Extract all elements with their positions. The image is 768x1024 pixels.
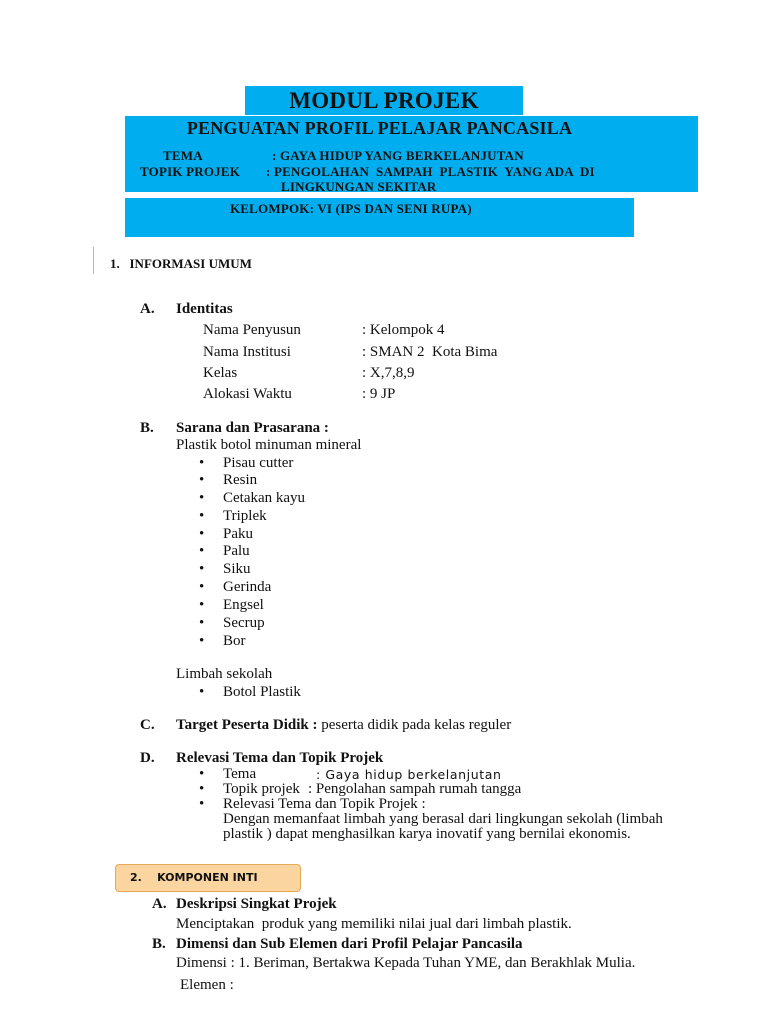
section-1-heading: 1. INFORMASI UMUM: [110, 256, 252, 271]
tema-value-text: : Gaya hidup berkelanjutan: [316, 767, 502, 782]
limbah-label: Limbah sekolah: [176, 666, 273, 682]
document-subtitle: PENGUATAN PROFIL PELAJAR PANCASILA: [186, 118, 573, 138]
relevasi-paragraph-cont: plastik ) dapat menghasilkan karya inovatif yang bernilai ekonomis.: [223, 826, 631, 842]
section2-b-marker: B.: [152, 936, 166, 952]
target-line: [176, 717, 511, 734]
sarana-heading: Sarana dan Prasarana :: [176, 420, 329, 436]
bullet-icon: •: [199, 766, 205, 782]
identitas-label: Nama Institusi: [203, 344, 291, 360]
identitas-label: Kelas: [203, 365, 238, 381]
bullet-icon: •: [199, 633, 205, 649]
deskripsi-text: Menciptakan produk yang memiliki nilai jual dari limbah plastik.: [176, 916, 572, 932]
kelompok-label: KELOMPOK: VI (IPS DAN SENI RUPA): [230, 201, 472, 216]
topik-value-text: : Pengolahan sampah rumah tangga: [308, 781, 522, 797]
tema-label: TEMA: [163, 148, 203, 163]
bullet-icon: •: [199, 615, 205, 631]
section-2-heading: 2. KOMPONEN INTI: [130, 871, 258, 884]
section2-a-marker: A.: [152, 896, 167, 912]
bullet-icon: •: [199, 472, 205, 488]
identitas-label: Nama Penyusun: [203, 322, 301, 338]
topik-label: TOPIK PROJEK: [140, 164, 241, 179]
bullet-icon: •: [199, 781, 205, 797]
bullet-icon: •: [199, 526, 205, 542]
document-title: MODUL PROJEK: [245, 86, 523, 115]
relevasi-heading: Relevasi Tema dan Topik Projek: [176, 750, 384, 766]
identitas-value: : SMAN 2 Kota Bima: [362, 344, 498, 360]
section-a-marker: A.: [140, 301, 155, 317]
section-b-marker: B.: [140, 420, 154, 436]
bullet-icon: •: [199, 508, 205, 524]
relevasi-paragraph: Dengan memanfaat limbah yang berasal dari lingkungan sekolah (limbah: [223, 811, 663, 827]
bullet-icon: •: [199, 579, 205, 595]
dimensi-text: Dimensi : 1. Beriman, Bertakwa Kepada Tuhan YME, dan Berakhlak Mulia.: [176, 955, 636, 971]
bullet-icon: •: [199, 684, 205, 700]
bullet-icon: •: [199, 455, 205, 471]
tema-value: : GAYA HIDUP YANG BERKELANJUTAN: [272, 148, 524, 163]
identitas-label: Alokasi Waktu: [203, 386, 292, 402]
section-d-marker: D.: [140, 750, 155, 766]
deskripsi-heading: Deskripsi Singkat Projek: [176, 896, 337, 912]
target-heading: Target Peserta Didik :: [176, 717, 318, 733]
margin-marker: [93, 247, 94, 274]
bullet-icon: •: [199, 543, 205, 559]
identitas-value: : Kelompok 4: [362, 322, 445, 338]
bullet-icon: •: [199, 490, 205, 506]
identitas-heading: Identitas: [176, 301, 233, 317]
dimensi-heading: Dimensi dan Sub Elemen dari Profil Pelajar Pancasila: [176, 936, 523, 952]
sarana-intro: Plastik botol minuman mineral: [176, 437, 362, 453]
elemen-label: Elemen :: [180, 977, 234, 993]
target-text: peserta didik pada kelas reguler: [317, 717, 512, 733]
identitas-value: : 9 JP: [362, 386, 396, 402]
section-c-marker: C.: [140, 717, 155, 733]
identitas-value: : X,7,8,9: [362, 365, 415, 381]
bullet-icon: •: [199, 796, 205, 812]
topik-value-cont: LINGKUNGAN SEKITAR: [281, 179, 437, 194]
bullet-icon: •: [199, 597, 205, 613]
bullet-icon: •: [199, 561, 205, 577]
topik-value: : PENGOLAHAN SAMPAH PLASTIK YANG ADA DI: [266, 164, 595, 179]
